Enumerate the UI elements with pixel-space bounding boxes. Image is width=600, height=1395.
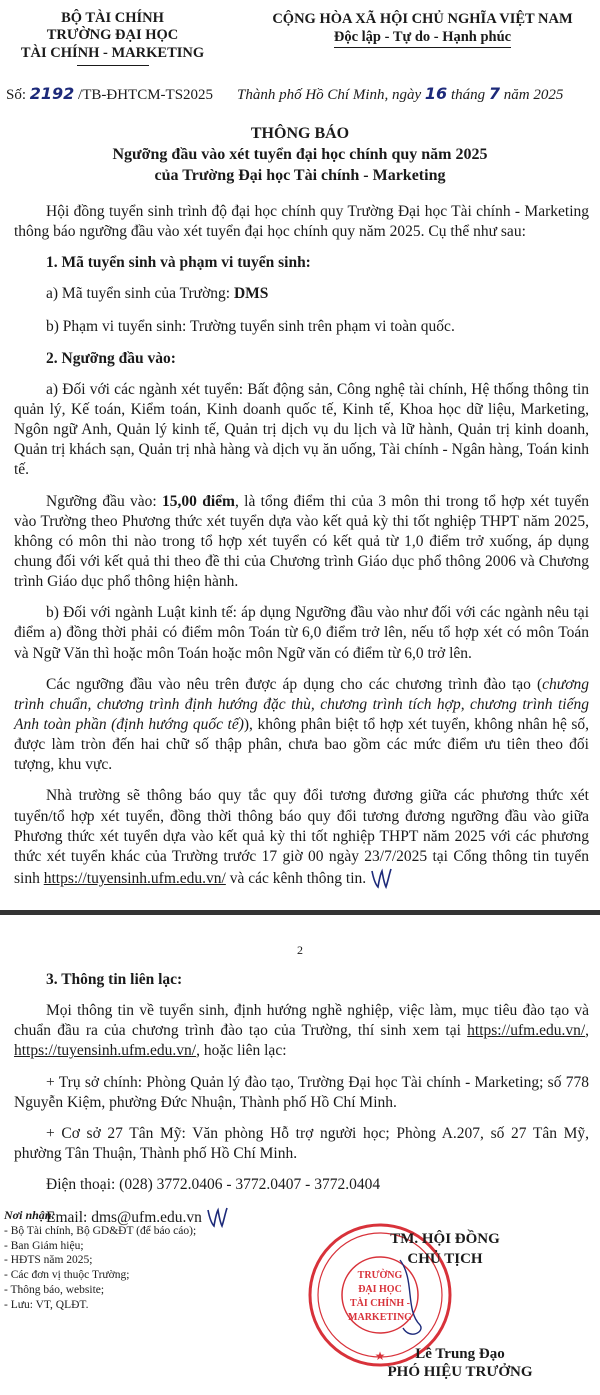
admission-scope: b) Phạm vi tuyển sinh: Trường tuyển sinh trên phạm vi toàn quốc. (46, 317, 455, 335)
title-sub-1: Ngưỡng đầu vào xét tuyển đại học chính quy năm 2025 (112, 145, 488, 163)
threshold-paragraph: Ngưỡng đầu vào: 15,00 điểm, là tổng điểm thi của 3 môn thi trong tổ hợp xét tuyển vào Trường theo Phương thức xét tuyển dựa vào kết quả kỳ thi tốt nghiệp THPT năm 2025, không có môn thi nào trong tổ hợp xét tuyển có kết quả từ 1,0 điểm trở xuống, áp dụng chung đối với kết quả thi theo đề thi của Chương trình Giáo dục phổ thông 2006 và Chương trình Giáo dục phổ thông hiện hành. (14, 492, 589, 591)
svg-text:MARKETING: MARKETING (348, 1312, 412, 1323)
section-3-heading: 3. Thông tin liên lạc: (46, 971, 183, 988)
apply-paragraph: Các ngưỡng đầu vào nêu trên được áp dụng cho các chương trình đào tạo (chương trình chuẩn, chương trình định hướng đặc thù, chương trình tích hợp, chương trình tiếng Anh toàn phần (định hướng quốc tế)), không phân biệt tổ hợp xét tuyển, không nhân hệ số, được làm tròn đến hai chữ số thập phân, chưa bao gồm các mức điểm ưu tiên theo đối tượng, khu vực. (14, 675, 590, 774)
country-name: CỘNG HÒA XÃ HỘI CHỦ NGHĨA VIỆT NAM (272, 11, 573, 27)
section-2-heading: 2. Ngưỡng đầu vào: (46, 349, 176, 367)
signature-line-1: TM. HỘI ĐỒNG (390, 1231, 500, 1247)
recipients-title: Nơi nhận: (4, 1208, 56, 1222)
org-underline (77, 65, 149, 66)
admission-code: a) Mã tuyển sinh của Trường: DMS (46, 285, 269, 303)
document-title (0, 124, 600, 186)
document-number: Số: 2192 /TB-ĐHTCM-TS2025 (6, 84, 214, 103)
phone-numbers: Điện thoại: (028) 3772.0406 - 3772.0407 - 3772.0404 (46, 1176, 381, 1194)
recipients-list (4, 1208, 334, 1313)
majors-paragraph: a) Đối với các ngành xét tuyển: Bất động sản, Công nghệ tài chính, Hệ thống thông tin quản lý, Kế toán, Kiểm toán, Kinh doanh quốc tế, Kinh tế, Khoa học dữ liệu, Marketing, Ngôn ngữ Anh, Quản lý kinh tế, Quản trị dịch vụ du lịch và lữ hành, Quản trị kinh doanh, Quản trị khách sạn, Quản trị nhà hàng và dịch vụ ăn uống, Tài chính - Ngân hàng, Toán kinh tế. (14, 380, 589, 479)
issuing-organization (10, 10, 215, 66)
page-number: 2 (297, 943, 303, 957)
signer-name: Lê Trung Đạo (415, 1346, 505, 1362)
title-sub-2: của Trường Đại học Tài chính - Marketing (154, 166, 446, 184)
recipient-item: - Lưu: VT, QLĐT. (4, 1299, 89, 1312)
recipient-item: - Bộ Tài chính, Bộ GD&ĐT (để báo cáo); (4, 1224, 197, 1237)
handwritten-number: 2192 (29, 84, 75, 103)
org-line-2: TRƯỜNG ĐẠI HỌC (46, 27, 179, 44)
page-2 (0, 915, 600, 1395)
motto: Độc lập - Tự do - Hạnh phúc (334, 28, 511, 48)
second-campus: + Cơ sở 27 Tân Mỹ: Văn phòng Hỗ trợ người học; Phòng A.207, số 27 Tân Mỹ, phường Tân Thuận, Thành phố Hồ Chí Minh. (14, 1124, 589, 1162)
email-address: Email: dms@ufm.edu.vn (14, 1206, 589, 1228)
intro-paragraph: Hội đồng tuyển sinh trình độ đại học chính quy Trường Đại học Tài chính - Marketing thông báo ngưỡng đầu vào xét tuyển đại học chính quy năm 2025. Cụ thể như sau: (14, 203, 589, 241)
signature-block (300, 1230, 590, 1269)
national-heading (250, 10, 595, 48)
svg-text:TÀI CHÍNH -: TÀI CHÍNH - (349, 1298, 411, 1309)
handwritten-day: 16 (424, 84, 448, 103)
admission-site-link[interactable]: https://tuyensinh.ufm.edu.vn/ (14, 1042, 197, 1060)
admission-code-value: DMS (233, 285, 269, 303)
threshold-value: 15,00 điểm (162, 492, 235, 510)
law-paragraph: b) Đối với ngành Luật kinh tế: áp dụng Ngưỡng đầu vào như đối với các ngành nêu tại điểm a) đồng thời phải có điểm môn Toán từ 6,0 điểm trở lên, nếu tổ hợp xét có môn Toán và Ngữ Văn thì hoặc môn Toán hoặc môn Ngữ văn có điểm từ 6,0 trở lên. (14, 604, 589, 662)
page-2-body (14, 970, 589, 1239)
website-link[interactable]: https://ufm.edu.vn/ (467, 1022, 586, 1040)
svg-text:★: ★ (374, 1349, 386, 1363)
signature-line-2: CHỦ TỊCH (407, 1250, 483, 1267)
recipient-item: - Ban Giám hiệu; (4, 1239, 84, 1252)
main-campus: + Trụ sở chính: Phòng Quản lý đào tạo, Trường Đại học Tài chính - Marketing; số 778 Nguyễn Kiệm, phường Đức Nhuận, Thành phố Hồ Chí Minh. (14, 1073, 589, 1111)
notice-paragraph: Nhà trường sẽ thông báo quy tắc quy đổi tương đương giữa các phương thức xét tuyển/tổ hợp xét tuyển, đồng thời thông báo quy đổi tương đương ngưỡng đầu vào giữa Phương thức xét tuyển dựa vào kết quả kỳ thi tốt nghiệp THPT năm 2025 với các phương thức xét tuyển khác của Trường trước 17 giờ 00 ngày 23/7/2025 tại Cổng thông tin tuyển sinh https://tuyensinh.ufm.edu.vn/ và các kênh thông tin. (14, 787, 589, 887)
signer-position: PHÓ HIỆU TRƯỞNG (387, 1364, 533, 1380)
admission-portal-link[interactable]: https://tuyensinh.ufm.edu.vn/ (43, 869, 226, 887)
recipient-item: - Các đơn vị thuộc Trường; (4, 1269, 130, 1282)
page-1-body (14, 202, 589, 900)
org-line-3: TÀI CHÍNH - MARKETING (20, 44, 205, 61)
org-line-1: BỘ TÀI CHÍNH (61, 10, 164, 26)
recipient-item: - Thông báo, website; (4, 1284, 105, 1297)
title-main: THÔNG BÁO (250, 125, 350, 142)
signer (330, 1345, 590, 1381)
handwritten-month: 7 (488, 84, 500, 103)
svg-text:TRƯỜNG: TRƯỜNG (357, 1270, 403, 1281)
contact-intro: Mọi thông tin về tuyển sinh, định hướng nghề nghiệp, việc làm, mục tiêu đào tạo và chuẩn đầu ra của chương trình đào tạo của Trường, thí sinh xem tại https://ufm.edu.vn/, https://tuyensinh.ufm.edu.vn/, hoặc liên lạc: (14, 1002, 589, 1060)
initials-mark-icon (370, 867, 392, 889)
svg-text:ĐẠI HỌC: ĐẠI HỌC (358, 1284, 402, 1295)
place-and-date: Thành phố Hồ Chí Minh, ngày 16 tháng 7 năm 2025 (237, 84, 564, 103)
section-1-heading: 1. Mã tuyển sinh và phạm vi tuyển sinh: (46, 254, 311, 272)
recipient-item: - HĐTS năm 2025; (4, 1254, 93, 1267)
